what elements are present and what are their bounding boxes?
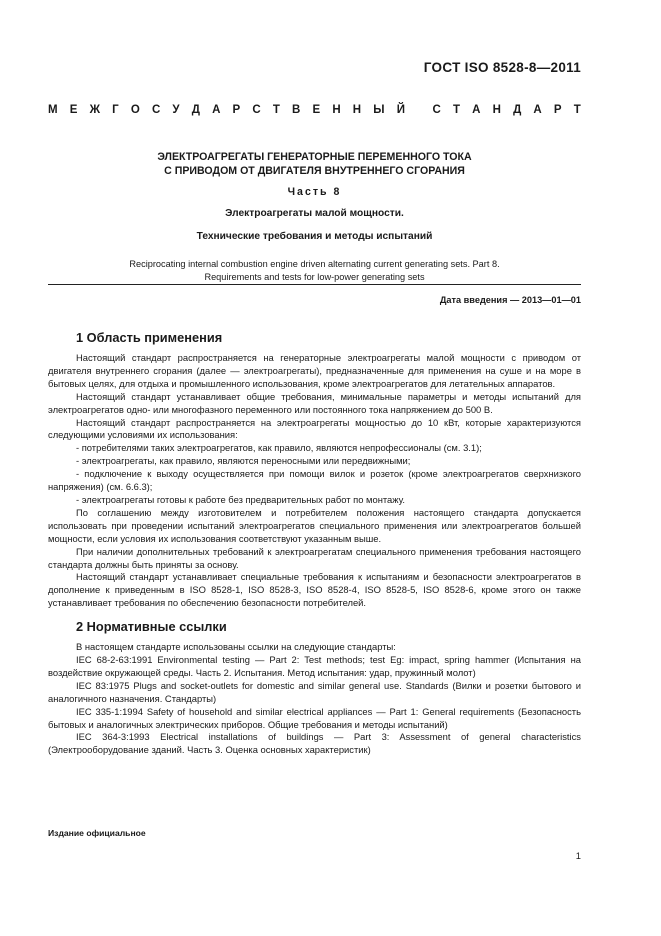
section-gap: [48, 610, 581, 619]
banner-letter: Р: [232, 104, 241, 116]
section-1-paragraph: При наличии дополнительных требований к электроагрегатам специального применения требования настоящего стандарта должны быть приняты за основу.: [48, 545, 581, 570]
banner-letter: Н: [332, 104, 341, 116]
section-1-paragraph: Настоящий стандарт устанавливает специальные требования к испытаниям и безопасности электроагрегатов в дополнение к приведенным в ISO 8528-1, ISO 8528-3, ISO 8528-4, ISO 8528-5, ISO 8528-6, кроме этого он также устанавливает требования по обеспечению безопасности потребителей.: [48, 571, 581, 609]
banner-letter: Ж: [89, 104, 100, 116]
standard-code: ГОСТ ISO 8528-8—2011: [423, 60, 581, 75]
section-1-paragraph: Настоящий стандарт распространяется на генераторные электроагрегаты малой мощности с приводом от двигателя внутреннего сгорания (далее — электроагрегаты), предназначенные для применения на суше и на море в бытовых целях, для отдыха и промышленного использования, кроме электроагрегатов для летательных аппаратов.: [48, 352, 581, 389]
subtitle-line-2: Технические требования и методы испытаний: [196, 231, 433, 242]
section-2-heading: 2 Нормативные ссылки: [76, 619, 227, 635]
main-content: [48, 330, 581, 757]
section-1-heading: 1 Область применения: [76, 330, 223, 345]
banner-letter: [417, 104, 420, 116]
horizontal-rule: [48, 284, 581, 285]
title-line-1: ЭЛЕКТРОАГРЕГАТЫ ГЕНЕРАТОРНЫЕ ПЕРЕМЕННОГО ТОКА: [157, 151, 472, 163]
list-item: - электроагрегаты, как правило, являются переносными или передвижными;: [76, 455, 411, 467]
banner-letter: Й: [396, 104, 405, 116]
banner-letter: О: [130, 104, 140, 116]
introduction-date: Дата введения — 2013—01—01: [439, 295, 581, 305]
list-item: - подключение к выходу осуществляется при помощи вилок и розеток (кроме электроагрегатов сверхнизкого напряжения) (см. 6.6.3);: [48, 468, 581, 493]
banner-letter: А: [533, 104, 542, 116]
reference-item: IEC 68-2-63:1991 Environmental testing — Part 2: Test methods; test Eg: impact, spring hammer (Испытания на воздействие окружающей среды. Часть 2. Испытания. Метод испытания: удар, пружинный молот): [48, 654, 581, 678]
banner-letter: Н: [492, 104, 501, 116]
banner-letter: М: [48, 104, 58, 116]
subtitle-line-1: Электроагрегаты малой мощности.: [225, 208, 404, 219]
english-title-line-1: Reciprocating internal combustion engine driven alternating current generating sets. Part 8.: [129, 259, 500, 269]
banner-letter: С: [151, 104, 161, 116]
banner-letter: С: [432, 104, 441, 116]
banner-letter: А: [212, 104, 221, 116]
banner-letter: У: [172, 104, 180, 116]
part-label: Часть 8: [287, 186, 342, 198]
banner-letter: Т: [272, 104, 280, 116]
title-block: [48, 150, 581, 284]
banner-letter: Т: [452, 104, 460, 116]
section-1-paragraph: По соглашению между изготовителем и потребителем положения настоящего стандарта допускается использовать при проведении испытаний электроагрегатов специального применения или электроагрегатов большей мощности, если условия их использования соответствуют указанным выше.: [48, 506, 581, 544]
interstate-standard-banner: [48, 104, 581, 116]
banner-letter: Д: [191, 104, 200, 116]
banner-letter: Е: [69, 104, 78, 116]
list-item: - потребителями таких электроагрегатов, как правило, являются непрофессионалы (см. 3.1);: [76, 442, 482, 454]
banner-letter: Т: [573, 104, 581, 116]
official-edition-label: Издание официальное: [48, 828, 146, 838]
reference-item: IEC 335-1:1994 Safety of household and similar electrical appliances — Part 1: General requirements (Безопасность бытовых и аналогичных электрических приборов. Общие требования и методы испытаний): [48, 705, 581, 730]
page-number: 1: [575, 850, 581, 861]
banner-letter: Г: [112, 104, 119, 116]
reference-item: IEC 364-3:1993 Electrical installations of buildings — Part 3: Assessment of general characteristics (Электрооборудование зданий. Часть 3. Оценка основных характеристик): [48, 731, 581, 756]
banner-letter: Д: [513, 104, 522, 116]
banner-letter: Н: [352, 104, 362, 116]
english-title-line-2: Requirements and tests for low-power generating sets: [204, 272, 425, 282]
banner-letter: Е: [312, 104, 321, 116]
banner-letter: В: [292, 104, 301, 116]
reference-item: IEC 83:1975 Plugs and socket-outlets for domestic and similar general use. Standards (Вилки и розетки бытового и аналогичного назначения. Стандарты): [48, 679, 581, 704]
banner-letter: С: [252, 104, 261, 116]
section-1-paragraph: Настоящий стандарт распространяется на электроагрегаты мощностью до 10 кВт, которые характеризуются следующими условиями их использования:: [48, 416, 581, 441]
banner-letter: Р: [553, 104, 562, 116]
list-item: - электроагрегаты готовы к работе без предварительных работ по монтажу.: [76, 493, 406, 505]
section-1-paragraph: Настоящий стандарт устанавливает общие требования, минимальные параметры и методы испытаний для электроагрегатов одно- или многофазного переменного или постоянного тока напряжением до 500 В.: [48, 390, 581, 415]
title-line-2: С ПРИВОДОМ ОТ ДВИГАТЕЛЯ ВНУТРЕННЕГО СГОРАНИЯ: [164, 165, 465, 177]
section-2-paragraph: В настоящем стандарте использованы ссылки на следующие стандарты:: [76, 641, 396, 653]
banner-letter: А: [472, 104, 481, 116]
banner-letter: Ы: [373, 104, 385, 116]
